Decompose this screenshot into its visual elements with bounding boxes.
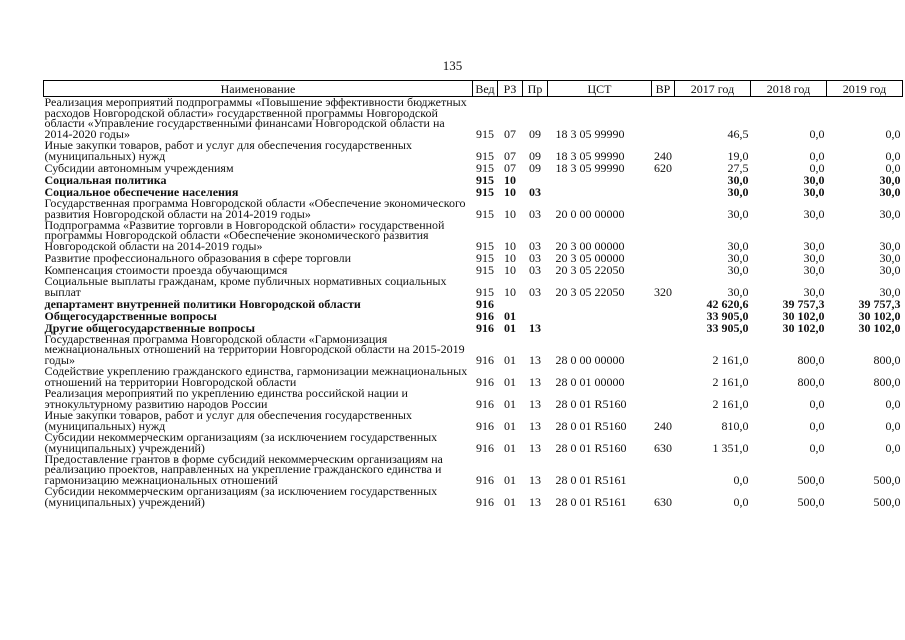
cell-ved: 916 bbox=[476, 494, 494, 509]
cell-rz: 10 bbox=[504, 284, 516, 299]
table-row bbox=[44, 297, 903, 309]
cell-cst: 28 0 01 00000 bbox=[555, 374, 625, 389]
header-ved: Вед bbox=[473, 81, 498, 97]
cell-rz: 01 bbox=[504, 418, 516, 433]
cell-name: Общегосударственные вопросы bbox=[44, 308, 217, 323]
table-row bbox=[44, 161, 903, 173]
cell-vr: 240 bbox=[654, 418, 672, 433]
cell-y2018: 0,0 bbox=[809, 440, 825, 455]
cell-cst: 18 3 05 99990 bbox=[555, 160, 625, 175]
cell-y2017: 0,0 bbox=[733, 494, 749, 509]
cell-ved: 915 bbox=[476, 262, 494, 277]
cell-y2017: 30,0 bbox=[727, 184, 749, 199]
cell-name: Содействие укреплению гражданского единства, гармонизации межнациональных отношений на территории Новгородской области bbox=[44, 364, 468, 389]
cell-name: Социальная политика bbox=[44, 172, 167, 187]
cell-name: Социальное обеспечение населения bbox=[44, 184, 239, 199]
cell-y2019: 800,0 bbox=[873, 374, 901, 389]
cell-pr: 13 bbox=[529, 440, 541, 455]
header-2017: 2017 год bbox=[675, 81, 751, 97]
cell-vr bbox=[652, 453, 675, 485]
cell-y2019: 30,0 bbox=[879, 238, 901, 253]
cell-cst bbox=[548, 321, 652, 333]
table-row bbox=[44, 275, 903, 297]
table-row bbox=[44, 139, 903, 161]
cell-y2019: 30,0 bbox=[879, 206, 901, 221]
cell-vr bbox=[652, 297, 675, 309]
cell-pr bbox=[523, 309, 548, 321]
cell-vr bbox=[652, 173, 675, 185]
header-name: Наименование bbox=[44, 81, 473, 97]
cell-y2019: 30,0 bbox=[879, 250, 901, 265]
cell-y2017: 42 620,6 bbox=[706, 296, 749, 311]
table-row bbox=[44, 97, 903, 140]
cell-ved: 915 bbox=[476, 172, 494, 187]
cell-y2018: 0,0 bbox=[809, 126, 825, 141]
cell-y2017: 33 905,0 bbox=[706, 320, 749, 335]
cell-rz: 01 bbox=[504, 352, 516, 367]
cell-y2018: 39 757,3 bbox=[782, 296, 825, 311]
cell-rz: 10 bbox=[504, 238, 516, 253]
cell-cst: 18 3 05 99990 bbox=[555, 148, 625, 163]
cell-rz: 07 bbox=[504, 126, 516, 141]
header-rz: РЗ bbox=[498, 81, 523, 97]
cell-pr: 03 bbox=[529, 250, 541, 265]
cell-y2017: 30,0 bbox=[727, 250, 749, 265]
cell-name: Подпрограмма «Развитие торговли в Новгородской области» государственной программы Новгородской области «Обеспечение экономического развития Новгородской области на 2014-2019 годы» bbox=[44, 217, 445, 253]
cell-y2018: 0,0 bbox=[809, 148, 825, 163]
cell-y2019: 0,0 bbox=[885, 126, 901, 141]
page-number: 135 bbox=[442, 58, 463, 73]
cell-ved: 915 bbox=[476, 250, 494, 265]
cell-vr: 240 bbox=[654, 148, 672, 163]
cell-ved: 916 bbox=[476, 296, 494, 311]
cell-y2017: 30,0 bbox=[727, 172, 749, 187]
cell-ved: 916 bbox=[476, 440, 494, 455]
cell-y2019: 500,0 bbox=[873, 472, 901, 487]
cell-y2018: 500,0 bbox=[797, 494, 825, 509]
table-row bbox=[44, 409, 903, 431]
cell-y2019: 30,0 bbox=[879, 284, 901, 299]
cell-rz: 07 bbox=[504, 148, 516, 163]
cell-cst bbox=[548, 185, 652, 197]
cell-pr: 03 bbox=[529, 262, 541, 277]
cell-pr: 09 bbox=[529, 126, 541, 141]
cell-ved: 916 bbox=[476, 308, 494, 323]
cell-y2018: 0,0 bbox=[809, 160, 825, 175]
cell-cst: 18 3 05 99990 bbox=[555, 126, 625, 141]
cell-y2019: 30,0 bbox=[879, 172, 901, 187]
cell-y2019: 0,0 bbox=[885, 160, 901, 175]
cell-y2018: 800,0 bbox=[797, 374, 825, 389]
cell-y2019: 0,0 bbox=[885, 396, 901, 411]
table-row bbox=[44, 431, 903, 453]
table-row bbox=[44, 365, 903, 387]
table-row bbox=[44, 453, 903, 485]
cell-cst: 20 3 00 00000 bbox=[555, 238, 625, 253]
cell-y2018: 30,0 bbox=[803, 238, 825, 253]
cell-y2017: 27,5 bbox=[727, 160, 749, 175]
cell-y2018: 30,0 bbox=[803, 250, 825, 265]
cell-rz: 01 bbox=[504, 396, 516, 411]
cell-pr bbox=[523, 297, 548, 309]
cell-ved: 916 bbox=[476, 418, 494, 433]
cell-name: Субсидии некоммерческим организациям (за исключением государственных (муниципальных) учреждений) bbox=[44, 484, 438, 509]
cell-pr: 09 bbox=[529, 148, 541, 163]
cell-y2017: 30,0 bbox=[727, 284, 749, 299]
cell-rz: 10 bbox=[504, 250, 516, 265]
cell-y2018: 30,0 bbox=[803, 184, 825, 199]
cell-y2017: 30,0 bbox=[727, 262, 749, 277]
cell-cst: 28 0 01 R5160 bbox=[555, 418, 627, 433]
cell-pr: 13 bbox=[529, 352, 541, 367]
cell-vr bbox=[652, 309, 675, 321]
cell-vr bbox=[652, 185, 675, 197]
cell-pr: 13 bbox=[529, 374, 541, 389]
cell-rz bbox=[498, 297, 523, 309]
cell-name: Компенсация стоимости проезда обучающимся bbox=[44, 262, 288, 277]
cell-ved: 915 bbox=[476, 160, 494, 175]
cell-name: Иные закупки товаров, работ и услуг для обеспечения государственных (муниципальных) нужд bbox=[44, 408, 412, 433]
table-row bbox=[44, 485, 903, 507]
cell-vr bbox=[652, 97, 675, 140]
table-row bbox=[44, 387, 903, 409]
cell-vr bbox=[652, 321, 675, 333]
cell-y2017: 30,0 bbox=[727, 206, 749, 221]
cell-y2018: 0,0 bbox=[809, 418, 825, 433]
cell-name: Государственная программа Новгородской области «Гармонизация межнациональных отношений на территории Новгородской области на 2015-2019 годы» bbox=[44, 331, 465, 367]
cell-y2019: 800,0 bbox=[873, 352, 901, 367]
cell-name: Субсидии автономным учреждениям bbox=[44, 160, 234, 175]
cell-ved: 916 bbox=[476, 472, 494, 487]
cell-y2019: 30,0 bbox=[879, 262, 901, 277]
cell-pr: 13 bbox=[529, 494, 541, 509]
cell-y2019: 30 102,0 bbox=[858, 308, 901, 323]
cell-y2017: 2 161,0 bbox=[712, 352, 749, 367]
cell-ved: 915 bbox=[476, 206, 494, 221]
cell-y2017: 33 905,0 bbox=[706, 308, 749, 323]
budget-table bbox=[43, 80, 903, 507]
cell-cst: 28 0 01 R5160 bbox=[555, 396, 627, 411]
cell-rz: 01 bbox=[504, 494, 516, 509]
cell-name: Государственная программа Новгородской области «Обеспечение экономического развития Новгородской области на 2014-2019 годы» bbox=[44, 196, 466, 221]
header-2019: 2019 год bbox=[827, 81, 903, 97]
cell-vr bbox=[652, 219, 675, 251]
cell-pr: 03 bbox=[529, 284, 541, 299]
cell-y2018: 500,0 bbox=[797, 472, 825, 487]
cell-y2019: 30 102,0 bbox=[858, 320, 901, 335]
header-2018: 2018 год bbox=[751, 81, 827, 97]
header-cst: ЦСТ bbox=[548, 81, 652, 97]
cell-y2018: 30,0 bbox=[803, 284, 825, 299]
cell-vr bbox=[652, 333, 675, 365]
cell-cst: 28 0 01 R5161 bbox=[555, 472, 627, 487]
cell-name: департамент внутренней политики Новгородской области bbox=[44, 296, 361, 311]
cell-y2017: 2 161,0 bbox=[712, 374, 749, 389]
cell-vr bbox=[652, 387, 675, 409]
cell-rz: 10 bbox=[504, 184, 516, 199]
cell-y2019: 0,0 bbox=[885, 148, 901, 163]
cell-rz: 01 bbox=[504, 320, 516, 335]
cell-y2019: 39 757,3 bbox=[858, 296, 901, 311]
cell-vr bbox=[652, 251, 675, 263]
cell-y2017: 30,0 bbox=[727, 238, 749, 253]
table-row bbox=[44, 333, 903, 365]
cell-rz: 10 bbox=[504, 262, 516, 277]
cell-ved: 916 bbox=[476, 374, 494, 389]
table-row bbox=[44, 219, 903, 251]
cell-y2017: 19,0 bbox=[727, 148, 749, 163]
cell-y2017: 2 161,0 bbox=[712, 396, 749, 411]
cell-ved: 915 bbox=[476, 184, 494, 199]
cell-name: Социальные выплаты гражданам, кроме публичных нормативных социальных выплат bbox=[44, 274, 447, 299]
cell-rz: 01 bbox=[504, 472, 516, 487]
cell-cst: 20 3 05 22050 bbox=[555, 284, 625, 299]
cell-vr: 620 bbox=[654, 160, 672, 175]
cell-y2019: 500,0 bbox=[873, 494, 901, 509]
cell-name: Другие общегосударственные вопросы bbox=[44, 320, 255, 335]
cell-pr: 13 bbox=[529, 396, 541, 411]
cell-rz: 10 bbox=[504, 206, 516, 221]
table-row bbox=[44, 173, 903, 185]
table-row bbox=[44, 197, 903, 219]
cell-y2018: 30,0 bbox=[803, 262, 825, 277]
cell-vr: 320 bbox=[654, 284, 672, 299]
cell-y2018: 30 102,0 bbox=[782, 308, 825, 323]
cell-rz: 07 bbox=[504, 160, 516, 175]
cell-pr: 09 bbox=[529, 160, 541, 175]
cell-y2019: 0,0 bbox=[885, 440, 901, 455]
cell-rz: 01 bbox=[504, 440, 516, 455]
cell-ved: 915 bbox=[476, 148, 494, 163]
cell-rz: 01 bbox=[504, 374, 516, 389]
cell-vr: 630 bbox=[654, 440, 672, 455]
cell-rz: 10 bbox=[504, 172, 516, 187]
cell-name: Предоставление грантов в форме субсидий некоммерческим организациям на реализацию проектов, направленных на укрепление гражданского единства и гармонизацию межнациональных отношений bbox=[44, 451, 443, 487]
cell-name: Иные закупки товаров, работ и услуг для обеспечения государственных (муниципальных) нужд bbox=[44, 138, 412, 163]
cell-name: Реализация мероприятий подпрограммы «Повышение эффективности бюджетных расходов Новгородской области» государственной программы Новгородской области «Управление государственными финансами Новгородской области на 2014-2020 годы» bbox=[44, 95, 467, 141]
cell-y2017: 1 351,0 bbox=[712, 440, 749, 455]
cell-ved: 916 bbox=[476, 396, 494, 411]
cell-pr bbox=[523, 173, 548, 185]
cell-name: Субсидии некоммерческим организациям (за исключением государственных (муниципальных) учреждений) bbox=[44, 430, 438, 455]
cell-ved: 916 bbox=[476, 320, 494, 335]
cell-y2019: 0,0 bbox=[885, 418, 901, 433]
cell-cst bbox=[548, 297, 652, 309]
cell-pr: 03 bbox=[529, 184, 541, 199]
cell-y2018: 800,0 bbox=[797, 352, 825, 367]
cell-cst: 28 0 01 R5161 bbox=[555, 494, 627, 509]
cell-vr: 630 bbox=[654, 494, 672, 509]
cell-pr: 03 bbox=[529, 206, 541, 221]
cell-cst bbox=[548, 173, 652, 185]
cell-pr: 13 bbox=[529, 472, 541, 487]
cell-vr bbox=[652, 365, 675, 387]
cell-pr: 03 bbox=[529, 238, 541, 253]
header-pr: Пр bbox=[523, 81, 548, 97]
table-row bbox=[44, 309, 903, 321]
cell-cst: 28 0 00 00000 bbox=[555, 352, 625, 367]
cell-rz: 01 bbox=[504, 308, 516, 323]
cell-vr bbox=[652, 197, 675, 219]
cell-y2017: 0,0 bbox=[733, 472, 749, 487]
cell-ved: 915 bbox=[476, 238, 494, 253]
cell-cst: 28 0 01 R5160 bbox=[555, 440, 627, 455]
cell-ved: 915 bbox=[476, 126, 494, 141]
cell-ved: 916 bbox=[476, 352, 494, 367]
table-row bbox=[44, 251, 903, 263]
cell-vr bbox=[652, 263, 675, 275]
cell-y2018: 30,0 bbox=[803, 206, 825, 221]
cell-y2017: 46,5 bbox=[727, 126, 749, 141]
cell-y2018: 0,0 bbox=[809, 396, 825, 411]
cell-cst bbox=[548, 309, 652, 321]
cell-cst: 20 3 05 22050 bbox=[555, 262, 625, 277]
cell-cst: 20 3 05 00000 bbox=[555, 250, 625, 265]
cell-pr: 13 bbox=[529, 320, 541, 335]
cell-pr: 13 bbox=[529, 418, 541, 433]
table-body bbox=[44, 97, 903, 508]
cell-cst: 20 0 00 00000 bbox=[555, 206, 625, 221]
header-vr: ВР bbox=[652, 81, 675, 97]
cell-y2018: 30 102,0 bbox=[782, 320, 825, 335]
cell-name: Развитие профессионального образования в сфере торговли bbox=[44, 250, 352, 265]
cell-y2017: 810,0 bbox=[721, 418, 749, 433]
cell-ved: 915 bbox=[476, 284, 494, 299]
cell-y2018: 30,0 bbox=[803, 172, 825, 187]
cell-y2019: 30,0 bbox=[879, 184, 901, 199]
cell-name: Реализация мероприятий по укреплению единства российской нации и этнокультурному развитию народов России bbox=[44, 386, 408, 411]
